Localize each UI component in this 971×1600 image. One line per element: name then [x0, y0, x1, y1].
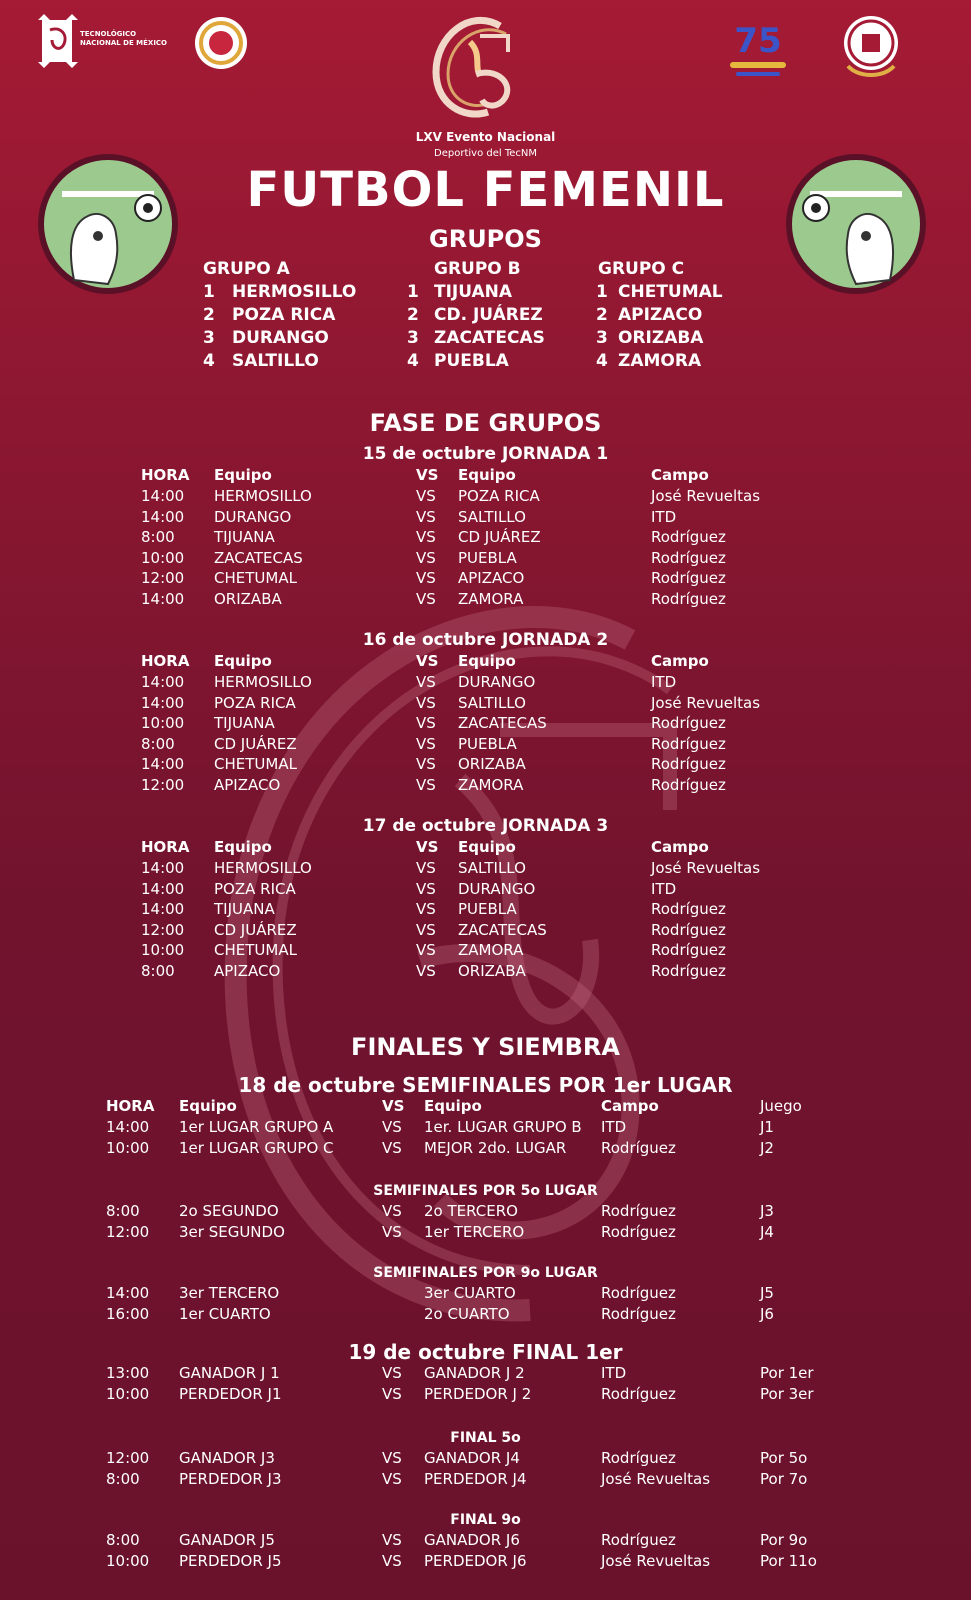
- header-vs: VS: [416, 466, 439, 484]
- match-campo: Rodríguez: [601, 1138, 676, 1157]
- match-e2: 2o CUARTO: [424, 1304, 510, 1323]
- match-row: [0, 859, 971, 879]
- match-juego: Por 3er: [760, 1384, 814, 1403]
- match-e2: 1er TERCERO: [424, 1222, 525, 1241]
- match-campo: Rodríguez: [651, 734, 726, 753]
- match-row: [0, 590, 971, 610]
- match-vs: VS: [382, 1364, 402, 1382]
- table-header-row: [0, 652, 971, 672]
- match-row: [0, 880, 971, 900]
- match-campo: Rodríguez: [651, 755, 726, 774]
- match-hora: 10:00: [141, 941, 185, 960]
- match-campo: Rodríguez: [601, 1531, 676, 1549]
- match-e2: DURANGO: [458, 879, 536, 898]
- match-e2: ORIZABA: [458, 755, 526, 774]
- match-hora: 16:00: [106, 1304, 150, 1323]
- group-team-number: 2: [596, 305, 608, 325]
- match-vs: VS: [416, 859, 436, 877]
- match-row: [0, 1305, 971, 1325]
- match-vs: VS: [416, 755, 436, 774]
- match-row: [0, 714, 971, 734]
- match-e2: ZAMORA: [458, 776, 524, 794]
- match-vs: VS: [416, 548, 436, 567]
- group-team-name: PUEBLA: [434, 351, 509, 371]
- group-team-name: TIJUANA: [434, 282, 513, 302]
- group-team-number: 3: [407, 328, 419, 348]
- match-hora: 12:00: [106, 1449, 150, 1467]
- match-e2: PERDEDOR J4: [424, 1469, 527, 1488]
- group-team-number: 4: [596, 351, 608, 371]
- match-hora: 8:00: [106, 1202, 140, 1220]
- match-campo: Rodríguez: [601, 1384, 676, 1403]
- match-hora: 14:00: [141, 507, 185, 526]
- group-team-name: APIZACO: [618, 305, 703, 325]
- match-e2: ORIZABA: [458, 962, 526, 980]
- match-e2: PUEBLA: [458, 900, 517, 919]
- match-e1: ORIZABA: [214, 590, 282, 608]
- finals-title: FINALES Y SIEMBRA: [351, 1033, 620, 1061]
- match-campo: José Revueltas: [601, 1551, 711, 1570]
- match-hora: 10:00: [106, 1551, 150, 1570]
- tecnm-line-2: NACIONAL DE MÉXICO: [80, 39, 168, 47]
- match-e1: CHETUMAL: [214, 569, 297, 588]
- table-header-row: [0, 466, 971, 486]
- header-campo: Campo: [601, 1097, 659, 1115]
- match-vs: VS: [382, 1138, 402, 1157]
- match-e2: DURANGO: [458, 673, 536, 691]
- match-campo: Rodríguez: [651, 528, 726, 547]
- match-juego: Por 5o: [760, 1449, 808, 1467]
- match-row: [0, 569, 971, 589]
- round-title: 16 de octubre JORNADA 2: [362, 630, 609, 650]
- match-e2: ZACATECAS: [458, 714, 547, 733]
- match-row: [0, 528, 971, 548]
- match-e1: 1er LUGAR GRUPO C: [179, 1138, 334, 1157]
- match-row: [0, 776, 971, 796]
- header-campo: Campo: [651, 838, 709, 856]
- match-e1: 2o SEGUNDO: [179, 1202, 279, 1220]
- match-e2: PUEBLA: [458, 548, 517, 567]
- match-campo: Rodríguez: [651, 920, 726, 939]
- match-campo: José Revueltas: [651, 487, 761, 505]
- header-hora: HORA: [141, 466, 190, 484]
- match-campo: Rodríguez: [651, 548, 726, 567]
- groups-title: GRUPOS: [429, 225, 542, 253]
- group-team-name: CD. JUÁREZ: [434, 305, 543, 325]
- match-e1: APIZACO: [214, 776, 281, 794]
- table-header-row: [0, 1097, 971, 1117]
- finals-block-title: FINAL 5o: [450, 1430, 521, 1446]
- match-e2: GANADOR J 2: [424, 1364, 525, 1382]
- match-e2: GANADOR J4: [424, 1449, 520, 1467]
- match-hora: 8:00: [141, 528, 175, 547]
- match-vs: VS: [416, 507, 436, 526]
- match-e1: TIJUANA: [214, 900, 275, 919]
- match-vs: VS: [382, 1384, 402, 1403]
- match-hora: 12:00: [141, 776, 185, 794]
- match-juego: Por 11o: [760, 1551, 817, 1570]
- finals-block-title: FINAL 9o: [450, 1512, 521, 1528]
- finals-block-title: SEMIFINALES POR 5o LUGAR: [373, 1183, 598, 1199]
- match-row: [0, 1531, 971, 1551]
- group-team-name: ZAMORA: [618, 351, 702, 371]
- match-vs: VS: [416, 920, 436, 939]
- match-juego: J1: [760, 1118, 774, 1136]
- group-team-number: 2: [407, 305, 419, 325]
- match-e1: 3er SEGUNDO: [179, 1222, 285, 1241]
- match-row: [0, 508, 971, 528]
- match-vs: VS: [382, 1551, 402, 1570]
- match-hora: 14:00: [141, 755, 185, 774]
- match-e1: GANADOR J3: [179, 1449, 275, 1467]
- group-team-number: 3: [596, 328, 608, 348]
- match-row: [0, 1139, 971, 1159]
- match-campo: ITD: [651, 507, 677, 526]
- match-e2: GANADOR J6: [424, 1531, 520, 1549]
- match-row: [0, 1470, 971, 1490]
- match-e1: CHETUMAL: [214, 941, 297, 960]
- group-team-name: ZACATECAS: [434, 328, 545, 348]
- match-e1: CD JUÁREZ: [214, 920, 297, 939]
- match-vs: VS: [382, 1222, 402, 1241]
- match-e2: PUEBLA: [458, 734, 517, 753]
- match-juego: Por 1er: [760, 1364, 814, 1382]
- group-team-name: HERMOSILLO: [232, 282, 357, 302]
- match-e2: PERDEDOR J 2: [424, 1384, 532, 1403]
- match-hora: 10:00: [106, 1138, 150, 1157]
- match-campo: Rodríguez: [601, 1284, 676, 1302]
- match-e1: TIJUANA: [214, 528, 275, 547]
- match-e1: POZA RICA: [214, 879, 296, 898]
- match-vs: VS: [382, 1469, 402, 1488]
- match-hora: 8:00: [106, 1469, 140, 1488]
- match-e1: APIZACO: [214, 962, 281, 980]
- match-campo: ITD: [601, 1364, 627, 1382]
- match-campo: Rodríguez: [651, 962, 726, 980]
- match-hora: 8:00: [106, 1531, 140, 1549]
- header-equipo2: Equipo: [458, 466, 516, 484]
- match-vs: VS: [416, 941, 436, 960]
- match-vs: VS: [416, 569, 436, 588]
- match-e2: APIZACO: [458, 569, 525, 588]
- match-vs: VS: [382, 1449, 402, 1467]
- group-team-name: POZA RICA: [232, 305, 336, 325]
- match-row: [0, 941, 971, 961]
- match-hora: 14:00: [141, 879, 185, 898]
- match-hora: 12:00: [141, 569, 185, 588]
- group-name: GRUPO B: [434, 259, 521, 279]
- match-campo: Rodríguez: [651, 569, 726, 588]
- header-hora: HORA: [106, 1097, 155, 1115]
- group-team-number: 1: [407, 282, 419, 302]
- header-vs: VS: [382, 1097, 405, 1115]
- match-e1: HERMOSILLO: [214, 859, 312, 877]
- match-row: [0, 549, 971, 569]
- match-hora: 10:00: [141, 548, 185, 567]
- match-campo: José Revueltas: [651, 693, 761, 712]
- match-vs: VS: [416, 776, 436, 794]
- group-team-number: 3: [203, 328, 215, 348]
- match-row: [0, 694, 971, 714]
- match-hora: 14:00: [141, 900, 185, 919]
- match-e1: 3er TERCERO: [179, 1284, 280, 1302]
- match-hora: 8:00: [141, 962, 175, 980]
- finals-block-title: SEMIFINALES POR 9o LUGAR: [373, 1265, 598, 1281]
- match-e1: CHETUMAL: [214, 755, 297, 774]
- match-juego: J5: [760, 1284, 774, 1302]
- match-campo: Rodríguez: [601, 1449, 676, 1467]
- group-phase-title: FASE DE GRUPOS: [369, 409, 602, 437]
- match-e2: 1er. LUGAR GRUPO B: [424, 1118, 582, 1136]
- match-vs: VS: [416, 879, 436, 898]
- group-team-name: SALTILLO: [232, 351, 319, 371]
- match-campo: Rodríguez: [601, 1202, 676, 1220]
- match-hora: 8:00: [141, 734, 175, 753]
- match-e2: 3er CUARTO: [424, 1284, 516, 1302]
- anniversary-75-logo-icon: [722, 12, 794, 84]
- group-team-name: CHETUMAL: [618, 282, 723, 302]
- match-e2: ZAMORA: [458, 941, 524, 960]
- match-vs: VS: [416, 734, 436, 753]
- header-equipo1: Equipo: [214, 652, 272, 670]
- match-campo: Rodríguez: [601, 1222, 676, 1241]
- header-equipo2: Equipo: [458, 838, 516, 856]
- match-row: [0, 487, 971, 507]
- match-e2: SALTILLO: [458, 859, 526, 877]
- match-campo: Rodríguez: [651, 941, 726, 960]
- match-row: [0, 1449, 971, 1469]
- match-row: [0, 1552, 971, 1572]
- match-vs: VS: [416, 528, 436, 547]
- group-team-number: 4: [203, 351, 215, 371]
- event-name: LXV Evento Nacional: [415, 130, 556, 144]
- svg-text:75: 75: [734, 21, 782, 61]
- deportes-logo-icon: [194, 16, 248, 70]
- match-row: [0, 755, 971, 775]
- match-hora: 13:00: [106, 1364, 150, 1382]
- event-subtitle: Deportivo del TecNM: [434, 148, 537, 159]
- match-e1: 1er CUARTO: [179, 1304, 271, 1323]
- match-e1: CD JUÁREZ: [214, 734, 297, 753]
- header-hora: HORA: [141, 838, 190, 856]
- match-vs: VS: [382, 1118, 402, 1136]
- match-vs: VS: [416, 714, 436, 733]
- header-campo: Campo: [651, 466, 709, 484]
- header-equipo1: Equipo: [179, 1097, 237, 1115]
- match-e1: PERDEDOR J3: [179, 1469, 282, 1488]
- group-team-number: 1: [596, 282, 608, 302]
- match-e2: POZA RICA: [458, 487, 540, 505]
- match-e2: 2o TERCERO: [424, 1202, 518, 1220]
- match-e1: POZA RICA: [214, 693, 296, 712]
- match-e2: ZACATECAS: [458, 920, 547, 939]
- match-row: [0, 1284, 971, 1304]
- match-row: [0, 900, 971, 920]
- match-hora: 14:00: [106, 1118, 150, 1136]
- match-campo: Rodríguez: [651, 714, 726, 733]
- lxv-emblem-icon: [430, 12, 520, 122]
- header-hora: HORA: [141, 652, 190, 670]
- match-campo: José Revueltas: [601, 1469, 711, 1488]
- match-hora: 12:00: [141, 920, 185, 939]
- match-campo: Rodríguez: [601, 1304, 676, 1323]
- match-hora: 14:00: [141, 590, 185, 608]
- match-juego: Por 9o: [760, 1531, 808, 1549]
- match-row: [0, 673, 971, 693]
- match-e1: TIJUANA: [214, 714, 275, 733]
- header-equipo1: Equipo: [214, 466, 272, 484]
- match-row: [0, 735, 971, 755]
- page-title: FUTBOL FEMENIL: [246, 162, 725, 218]
- match-row: [0, 1118, 971, 1138]
- match-campo: Rodríguez: [651, 900, 726, 919]
- match-e1: 1er LUGAR GRUPO A: [179, 1118, 334, 1136]
- finals-block-title: 18 de octubre SEMIFINALES POR 1er LUGAR: [238, 1073, 733, 1097]
- match-e1: HERMOSILLO: [214, 673, 312, 691]
- match-vs: VS: [382, 1202, 402, 1220]
- match-vs: VS: [416, 962, 436, 980]
- match-e1: GANADOR J5: [179, 1531, 275, 1549]
- match-hora: 14:00: [106, 1284, 150, 1302]
- group-team-name: DURANGO: [232, 328, 329, 348]
- match-row: [0, 962, 971, 982]
- match-hora: 10:00: [106, 1384, 150, 1403]
- header-vs: VS: [416, 652, 439, 670]
- match-juego: J4: [760, 1222, 774, 1241]
- match-e1: DURANGO: [214, 507, 292, 526]
- match-e2: MEJOR 2do. LUGAR: [424, 1138, 567, 1157]
- match-row: [0, 1364, 971, 1384]
- group-team-name: ORIZABA: [618, 328, 704, 348]
- institute-seal-icon: [842, 14, 900, 80]
- match-vs: VS: [416, 673, 436, 691]
- match-campo: ITD: [601, 1118, 627, 1136]
- match-campo: Rodríguez: [651, 590, 726, 608]
- match-campo: ITD: [651, 879, 677, 898]
- header-vs: VS: [416, 838, 439, 856]
- header-juego: Juego: [760, 1097, 802, 1115]
- match-campo: Rodríguez: [651, 776, 726, 794]
- group-name: GRUPO A: [203, 259, 290, 279]
- header-equipo2: Equipo: [458, 652, 516, 670]
- tecnm-logo-text: [80, 30, 167, 48]
- match-e2: SALTILLO: [458, 507, 526, 526]
- finals-block-title: 19 de octubre FINAL 1er: [348, 1340, 623, 1364]
- tecnm-logo-icon: [38, 14, 78, 68]
- match-juego: J2: [760, 1138, 774, 1157]
- match-hora: 12:00: [106, 1222, 150, 1241]
- match-hora: 14:00: [141, 673, 185, 691]
- match-e2: SALTILLO: [458, 693, 526, 712]
- table-header-row: [0, 838, 971, 858]
- match-e2: CD JUÁREZ: [458, 528, 541, 547]
- match-e2: ZAMORA: [458, 590, 524, 608]
- group-team-number: 2: [203, 305, 215, 325]
- match-campo: José Revueltas: [651, 859, 761, 877]
- match-hora: 14:00: [141, 487, 185, 505]
- match-vs: VS: [416, 590, 436, 608]
- group-name: GRUPO C: [598, 259, 685, 279]
- match-hora: 14:00: [141, 859, 185, 877]
- match-e1: ZACATECAS: [214, 548, 303, 567]
- match-campo: ITD: [651, 673, 677, 691]
- match-vs: VS: [382, 1531, 402, 1549]
- match-e2: PERDEDOR J6: [424, 1551, 527, 1570]
- match-e1: GANADOR J 1: [179, 1364, 280, 1382]
- match-e1: PERDEDOR J1: [179, 1384, 282, 1403]
- tecnm-line-1: TECNOLÓGICO: [80, 30, 137, 38]
- match-juego: Por 7o: [760, 1469, 808, 1488]
- match-row: [0, 921, 971, 941]
- match-e1: HERMOSILLO: [214, 487, 312, 505]
- match-row: [0, 1202, 971, 1222]
- header-equipo1: Equipo: [214, 838, 272, 856]
- match-hora: 14:00: [141, 693, 185, 712]
- round-title: 17 de octubre JORNADA 3: [362, 816, 609, 836]
- match-vs: VS: [416, 487, 436, 505]
- match-juego: J3: [760, 1202, 774, 1220]
- group-team-number: 4: [407, 351, 419, 371]
- match-e1: PERDEDOR J5: [179, 1551, 282, 1570]
- match-row: [0, 1223, 971, 1243]
- round-title: 15 de octubre JORNADA 1: [362, 444, 609, 464]
- match-row: [0, 1385, 971, 1405]
- header-campo: Campo: [651, 652, 709, 670]
- group-team-number: 1: [203, 282, 215, 302]
- match-juego: J6: [760, 1304, 774, 1323]
- match-vs: VS: [416, 900, 436, 919]
- match-hora: 10:00: [141, 714, 185, 733]
- header-equipo2: Equipo: [424, 1097, 482, 1115]
- match-vs: VS: [416, 693, 436, 712]
